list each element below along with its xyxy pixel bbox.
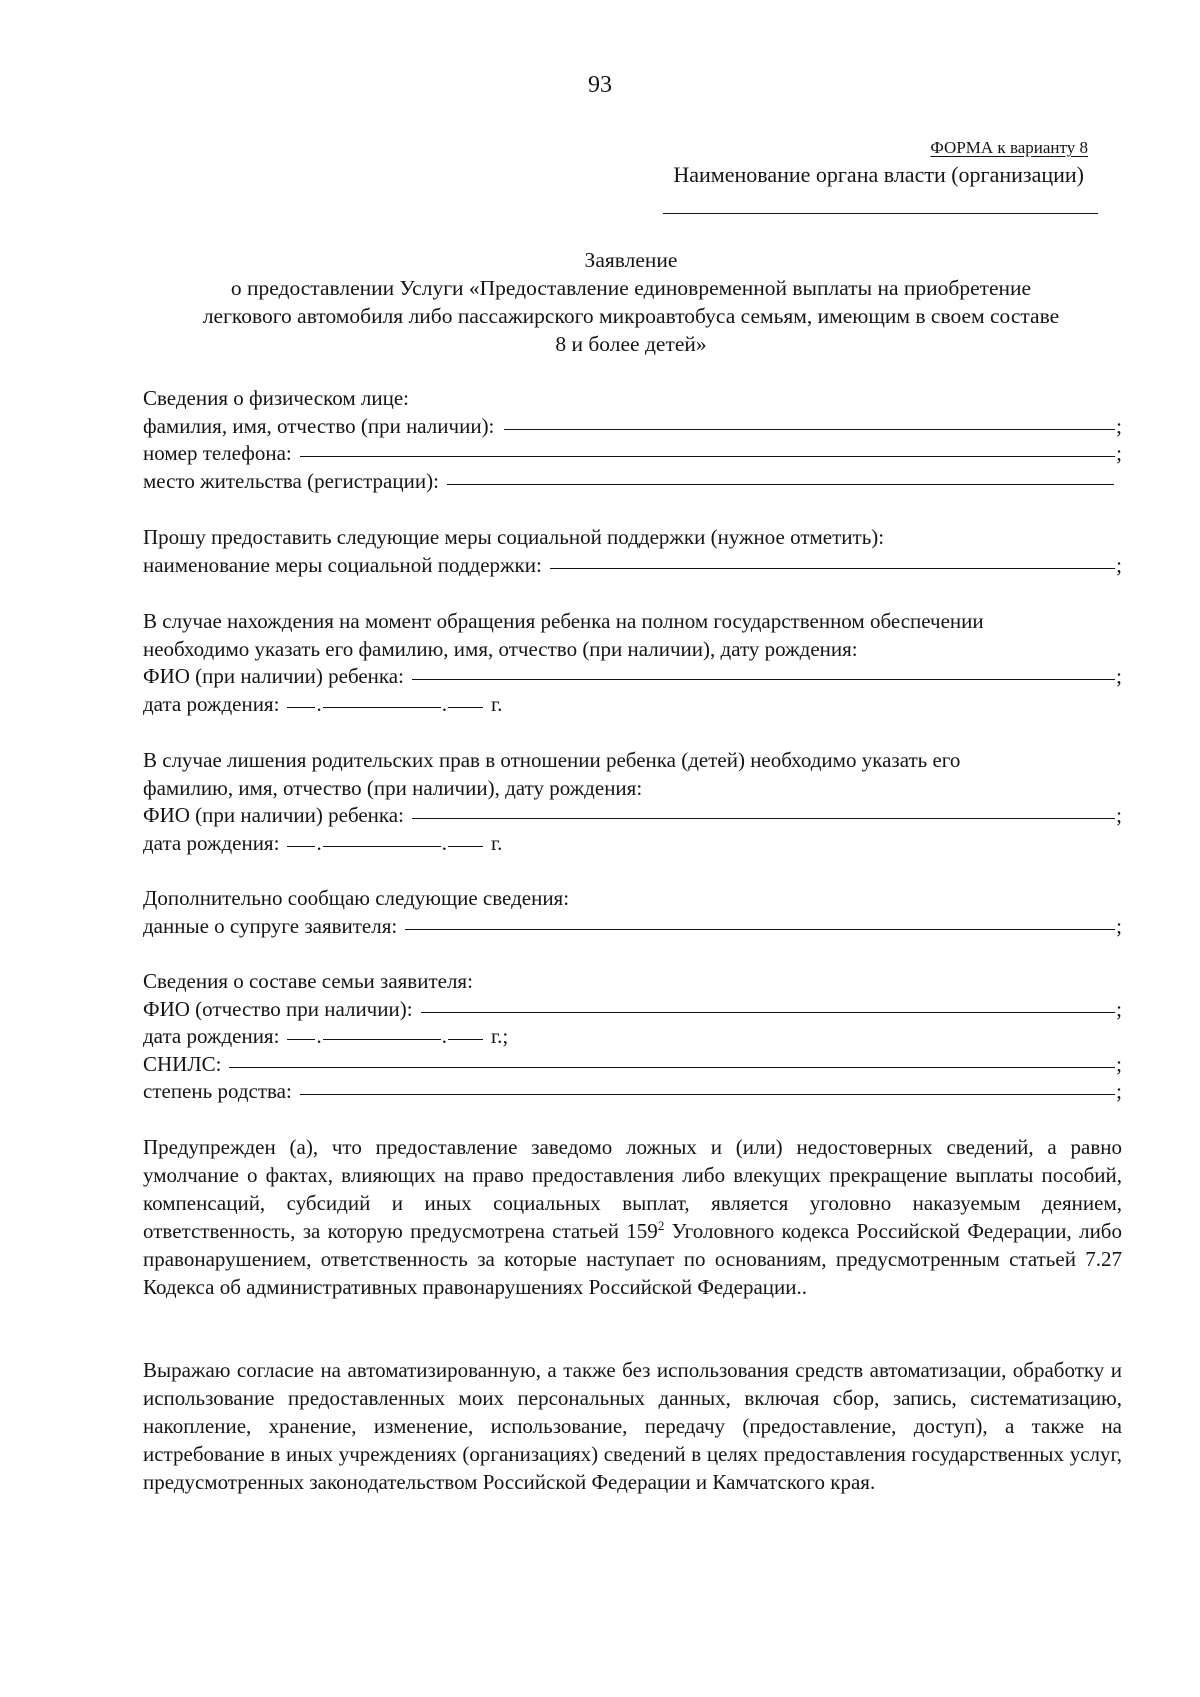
field-label: степень родства: [143,1079,292,1103]
semicolon: ; [1116,1051,1122,1076]
semicolon: ; [1116,803,1122,827]
birth-month-field[interactable] [323,707,441,708]
child-name-field[interactable] [412,818,1115,819]
semicolon: ; [1116,996,1122,1021]
date-dot: . [316,691,322,716]
field-label: данные о супруге заявителя: [143,913,398,938]
title-line: легкового автомобиля либо пассажирского микроавтобуса семьям, имеющим в своем составе [202,304,1060,328]
section-heading: Дополнительно сообщаю следующие сведения: [143,886,570,910]
birth-day-field[interactable] [287,707,315,708]
page-number: 93 [588,72,612,98]
field-label: СНИЛС: [143,1051,222,1076]
birth-month-field[interactable] [323,846,441,847]
authority-name-field[interactable] [663,213,1098,214]
title-line: 8 и более детей» [555,332,707,356]
section-heading: Сведения о составе семьи заявителя: [143,969,473,993]
relation-field[interactable] [300,1094,1115,1095]
consent-text: Выражаю согласие на автоматизированную, а также без использования средств автоматизации, обработку и использование предоставленных моих персональных данных, включая сбор, запись, систематизацию, накопление, хранение, изменение, использование, передачу (предоставление, доступ), а также на истребование в иных учреждениях (организациях) сведений в целях предоставления государственных услуг, предусмотренных законодательством Российской Федерации и Камчатского края. [143,1358,1122,1494]
section-heading: Сведения о физическом лице: [143,386,409,410]
birth-year-field[interactable] [448,1039,483,1040]
phone-field[interactable] [300,456,1115,457]
field-label: ФИО (при наличии) ребенка: [143,664,404,688]
address-field[interactable] [447,484,1114,485]
birth-month-field[interactable] [323,1039,441,1040]
semicolon: ; [1116,552,1122,577]
field-label: ФИО (при наличии) ребенка: [143,803,404,827]
section-text: В случае нахождения на момент обращения ребенка на полном государственном обеспечении [143,609,984,633]
field-label: дата рождения: [143,830,280,855]
semicolon: ; [1116,441,1122,465]
semicolon: ; [1116,664,1122,688]
spouse-field[interactable] [405,929,1115,930]
title-heading: Заявление [584,248,678,272]
birth-year-field[interactable] [448,846,483,847]
semicolon: ; [1116,913,1122,938]
snils-field[interactable] [229,1067,1115,1068]
birth-year-field[interactable] [448,707,483,708]
date-dot: . [316,1024,322,1048]
support-measure-field[interactable] [550,568,1115,569]
document-title [140,246,1122,358]
semicolon: ; [1116,1079,1122,1103]
field-label: дата рождения: [143,1024,280,1048]
authority-name-label: Наименование органа власти (организации) [673,162,1084,187]
deprivation-section [143,747,1122,857]
full-name-field[interactable] [504,429,1115,430]
warning-text: Предупрежден (а), что предоставление заведомо ложных и (или) недостоверных сведений, а равно умолчание о фактах, влияющих на право предоставления либо влекущих прекращение выплаты пособий, компенсаций, субсидий и иных социальных выплат, является уголовно наказуемым деянием, ответственность, за которую предусмотрена статьей 159 [143,1135,1122,1243]
warning-text: Уголовного кодекса Российской Федерации, либо правонарушением, ответственность за которые наступает по основаниям, предусмотренным статьей 7.27 Кодекса об административных правонарушениях Российской Федерации.. [143,1219,1122,1299]
article-superscript: 2 [657,1218,665,1233]
field-label: номер телефона: [143,441,292,465]
date-dot: . [441,830,447,855]
family-member-name-field[interactable] [421,1012,1116,1013]
date-dot: . [441,691,447,716]
support-section [143,524,1122,579]
section-heading: Прошу предоставить следующие меры социальной поддержки (нужное отметить): [143,525,885,549]
section-text: необходимо указать его фамилию, имя, отчество (при наличии), дату рождения: [143,636,858,661]
personal-info-section [143,385,1122,495]
field-label: фамилия, имя, отчество (при наличии): [143,413,495,438]
birth-day-field[interactable] [287,846,315,847]
year-suffix: г. [490,691,503,716]
birth-day-field[interactable] [287,1039,315,1040]
field-label: место жительства (регистрации): [143,468,439,493]
year-suffix: г.; [490,1024,509,1048]
date-dot: . [316,830,322,855]
section-text: фамилию, имя, отчество (при наличии), дату рождения: [143,775,643,800]
semicolon: ; [1116,413,1122,438]
field-label: ФИО (отчество при наличии): [143,996,413,1021]
liability-warning-paragraph [143,1133,1122,1301]
family-section [143,968,1122,1106]
field-label: дата рождения: [143,691,280,716]
state-care-section [143,608,1122,718]
child-name-field[interactable] [412,679,1115,680]
title-line: о предоставлении Услуги «Предоставление единовременной выплаты на приобретение [230,276,1032,300]
field-label: наименование меры социальной поддержки: [143,552,542,577]
section-text: В случае лишения родительских прав в отношении ребенка (детей) необходимо указать его [143,748,961,772]
additional-section [143,885,1122,940]
consent-paragraph [143,1356,1122,1496]
year-suffix: г. [490,830,503,855]
form-variant-label: ФОРМА к варианту 8 [930,138,1088,157]
date-dot: . [441,1024,447,1048]
